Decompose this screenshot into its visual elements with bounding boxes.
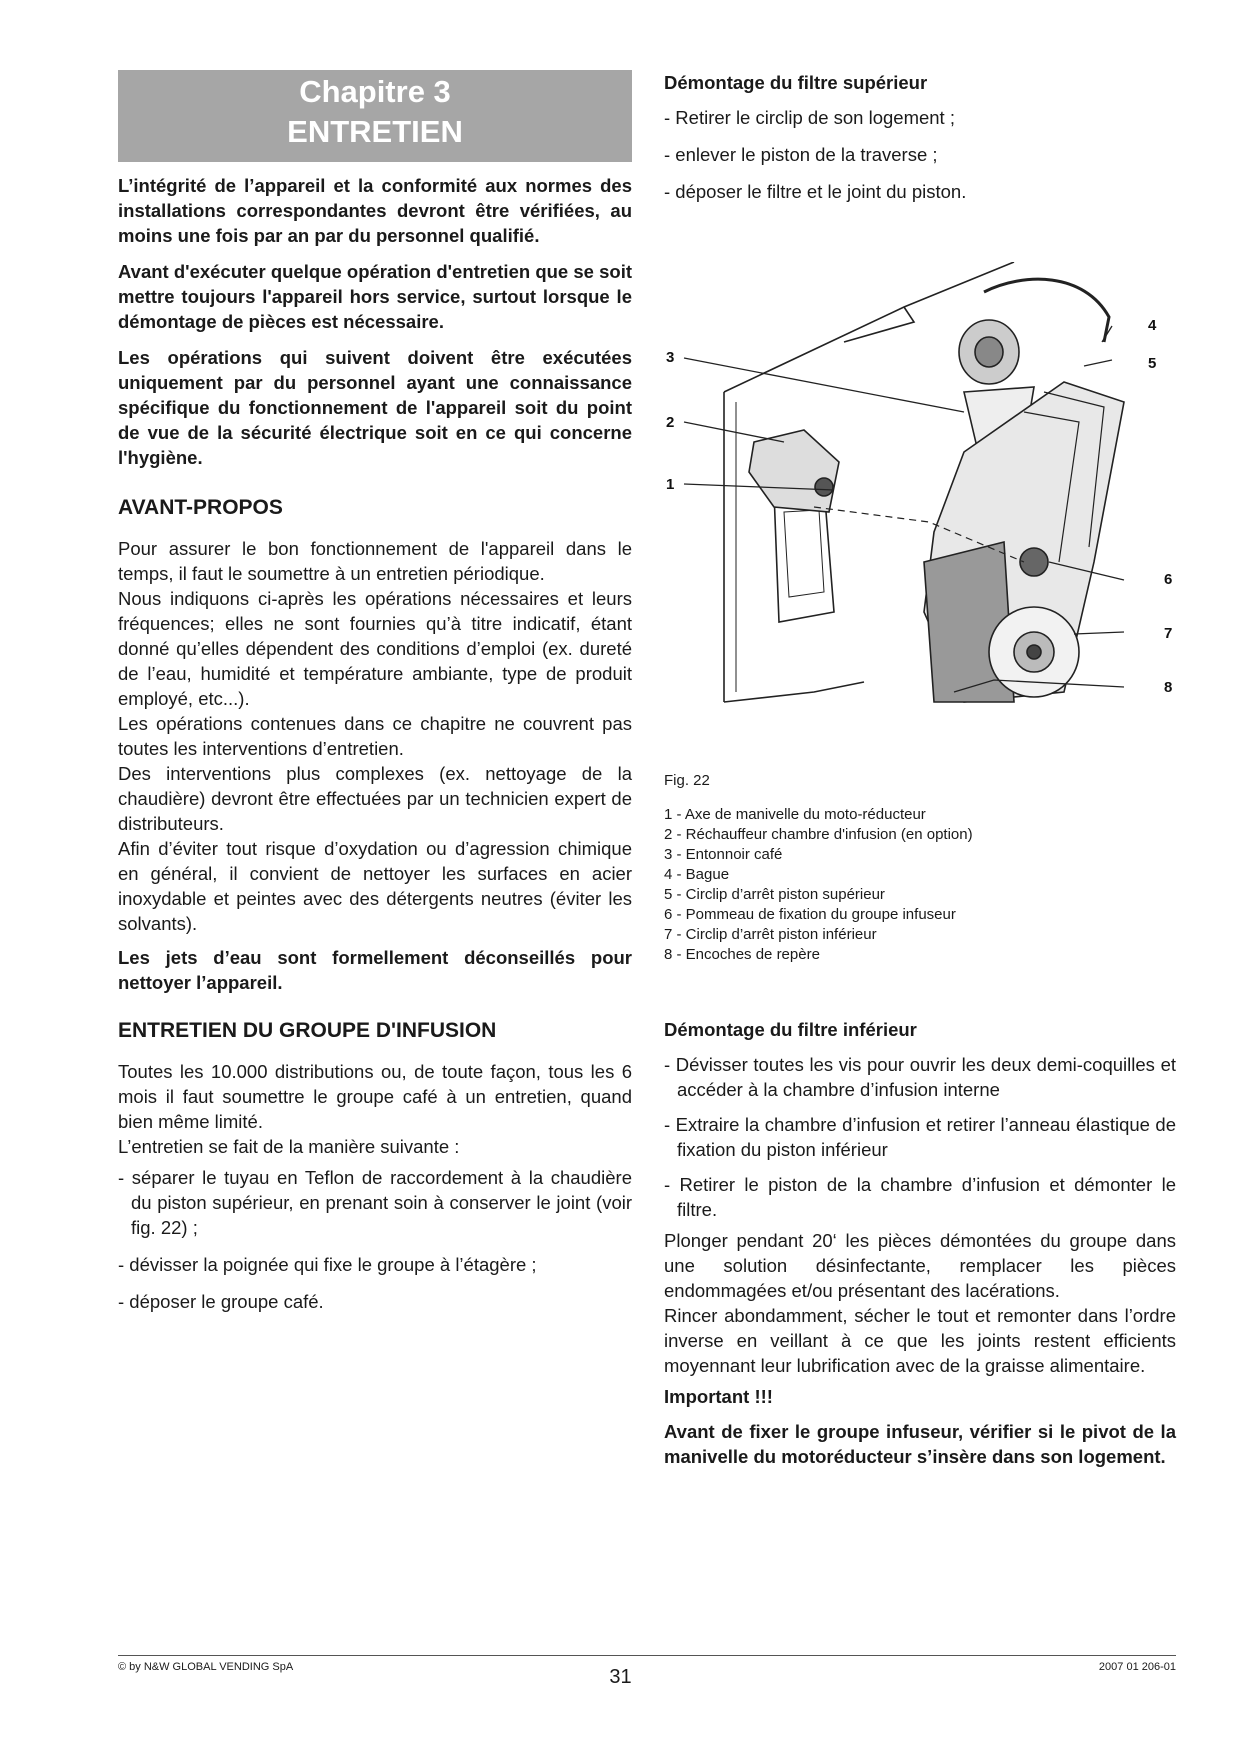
callout-1: 1 <box>666 476 675 493</box>
section-heading-groupe-infusion: ENTRETIEN DU GROUPE D'INFUSION <box>118 1019 497 1042</box>
chapter-title: ENTRETIEN <box>287 114 463 149</box>
warning-paragraph: Les jets d’eau sont formellement déconseillés pour nettoyer l’appareil. <box>118 947 632 993</box>
legend-item: 6 - Pommeau de fixation du groupe infuseur <box>664 906 956 923</box>
legend-item: 4 - Bague <box>664 866 730 883</box>
list-item: - déposer le groupe café. <box>118 1291 324 1312</box>
left-column <box>118 70 632 1314</box>
body-paragraph: Plonger pendant 20‘ les pièces démontées du groupe dans une solution désinfectante, remplacer les pièces endommagées et/ou présentant des lacérations. <box>664 1230 1176 1301</box>
avant-propos-body <box>118 536 632 936</box>
list-item: - Retirer le circlip de son logement ; <box>664 107 955 128</box>
section-heading-avant-propos: AVANT-PROPOS <box>118 496 283 519</box>
list-item: - dévisser la poignée qui fixe le groupe à l’étagère ; <box>118 1254 537 1275</box>
chapter-number: Chapitre 3 <box>299 74 451 109</box>
intro-paragraph: Les opérations qui suivent doivent être exécutées uniquement par du personnel ayant une connaissance spécifique du fonctionnement de l'appareil soit du point de vue de la sécurité électrique soit en ce qui concerne l'hygiène. <box>118 347 632 468</box>
footer-copyright: © by N&W GLOBAL VENDING SpA <box>118 1661 294 1673</box>
legend-item: 1 - Axe de manivelle du moto-réducteur <box>664 806 926 823</box>
subsection-heading-filtre-inferieur: Démontage du filtre inférieur <box>664 1019 917 1040</box>
callout-3: 3 <box>666 349 675 366</box>
chapter-banner <box>118 70 632 162</box>
body-paragraph: Pour assurer le bon fonctionnement de l'appareil dans le temps, il faut le soumettre à un entretien périodique. <box>118 538 632 584</box>
callout-4: 4 <box>1148 317 1157 334</box>
brewing-unit-figure <box>664 262 1184 782</box>
figure-legend <box>664 771 1176 965</box>
subsection-heading-filtre-superieur: Démontage du filtre supérieur <box>664 72 928 93</box>
brewing-unit-diagram <box>664 262 1184 782</box>
legend-list <box>664 805 1176 965</box>
callout-5: 5 <box>1148 355 1157 372</box>
list-item: - Dévisser toutes les vis pour ouvrir les deux demi-coquilles et accéder à la chambre d’infusion interne <box>664 1054 1176 1100</box>
important-paragraph: Avant de fixer le groupe infuseur, vérifier si le pivot de la manivelle du motoréducteur s’insère dans son logement. <box>664 1421 1176 1467</box>
body-paragraph: Des interventions plus complexes (ex. nettoyage de la chaudière) devront être effectuées par un technicien expert de distributeurs. <box>118 763 632 834</box>
list-item: - enlever le piston de la traverse ; <box>664 144 938 165</box>
right-column-top <box>664 70 1176 204</box>
list-item: - Retirer le piston de la chambre d’infusion et démonter le filtre. <box>664 1174 1176 1220</box>
intro-paragraph: L’intégrité de l’appareil et la conformité aux normes des installations correspondantes devront être vérifiées, au moins une fois par an par du personnel qualifié. <box>118 175 632 246</box>
footer-doc-code: 2007 01 206-01 <box>1098 1661 1176 1673</box>
body-paragraph: L’entretien se fait de la manière suivante : <box>118 1136 460 1157</box>
legend-item: 5 - Circlip d’arrêt piston supérieur <box>664 886 885 903</box>
list-item: - séparer le tuyau en Teflon de raccordement à la chaudière du piston supérieur, en prenant soin à conserver le joint (voir fig. 22) ; <box>118 1167 632 1238</box>
legend-item: 3 - Entonnoir café <box>664 846 783 863</box>
figure-caption: Fig. 22 <box>664 772 710 789</box>
body-paragraph: Afin d’éviter tout risque d’oxydation ou d’agression chimique en général, il convient de nettoyer les surfaces en acier inoxydable et peintes avec des détergents neutres (éviter les solvants). <box>118 838 632 934</box>
page-number: 31 <box>609 1666 632 1688</box>
body-paragraph: Les opérations contenues dans ce chapitre ne couvrent pas toutes les interventions d’entretien. <box>118 713 632 759</box>
list-item: - déposer le filtre et le joint du piston. <box>664 181 967 202</box>
callout-2: 2 <box>666 414 675 431</box>
callout-8: 8 <box>1164 679 1173 696</box>
body-paragraph: Rincer abondamment, sécher le tout et remonter dans l’ordre inverse en veillant à ce que les joints restent efficients moyennant leur lubrification avec de la graisse alimentaire. <box>664 1305 1176 1376</box>
intro-paragraph: Avant d'exécuter quelque opération d'entretien que se soit mettre toujours l'appareil hors service, surtout lorsque le démontage de pièces est nécessaire. <box>118 261 632 332</box>
callout-6: 6 <box>1164 571 1173 588</box>
callout-7: 7 <box>1164 625 1173 642</box>
list-item: - Extraire la chambre d’infusion et retirer l’anneau élastique de fixation du piston inférieur <box>664 1114 1176 1160</box>
footer-divider <box>118 1655 1176 1656</box>
legend-item: 8 - Encoches de repère <box>664 946 820 963</box>
body-paragraph: Nous indiquons ci-après les opérations nécessaires et leurs fréquences; elles ne sont fournies qu’à titre indicatif, étant donné qu’elles dépendent des conditions d’emploi (ex. dureté de l’eau, humidité et température ambiante, type de produit employé, etc...). <box>118 588 632 709</box>
right-column-bottom <box>664 1017 1176 1469</box>
groupe-body <box>118 1059 632 1314</box>
legend-item: 2 - Réchauffeur chambre d'infusion (en option) <box>664 826 973 843</box>
body-paragraph: Toutes les 10.000 distributions ou, de toute façon, tous les 6 mois il faut soumettre le groupe café à un entretien, quand bien même limité. <box>118 1061 632 1132</box>
important-label: Important !!! <box>664 1386 773 1407</box>
legend-item: 7 - Circlip d’arrêt piston inférieur <box>664 926 877 943</box>
